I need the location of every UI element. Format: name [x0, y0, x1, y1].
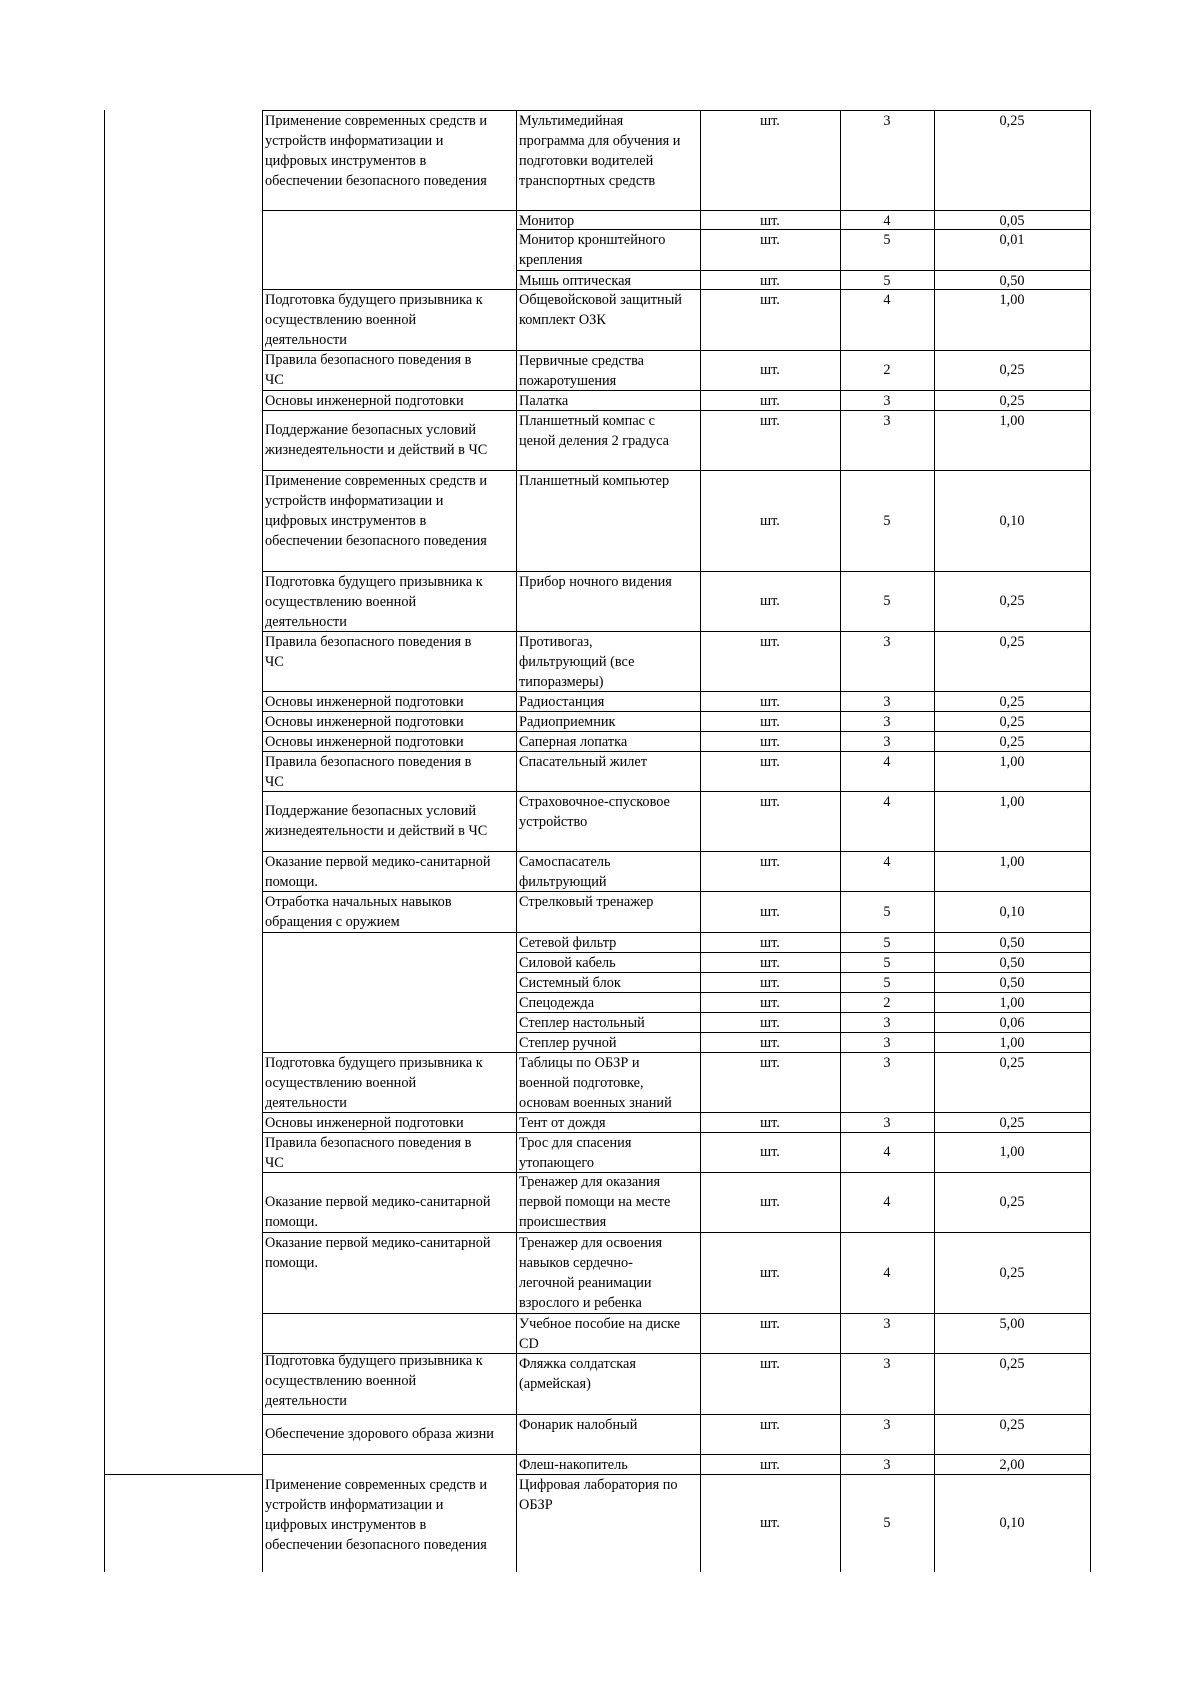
item-name: Планшетный компьютер [519, 473, 670, 489]
coefficient-cell: 0,25 [999, 393, 1025, 409]
table-rule [104, 110, 105, 1572]
topic-text: Отработка начальных навыков [265, 894, 452, 910]
item-name: транспортных средств [519, 173, 656, 189]
coefficient-cell: 0,06 [999, 1015, 1025, 1031]
unit-cell: шт. [760, 975, 780, 991]
quantity-cell: 3 [883, 1115, 891, 1131]
item-name: CD [519, 1336, 539, 1352]
quantity-cell: 2 [883, 995, 891, 1011]
topic-text: устройств информатизации и [265, 1497, 444, 1513]
topic-text: деятельности [265, 332, 347, 348]
quantity-cell: 3 [883, 413, 891, 429]
coefficient-cell: 0,10 [999, 512, 1025, 529]
quantity-cell: 5 [883, 955, 891, 971]
quantity-cell: 5 [883, 1515, 891, 1531]
coefficient-cell: 0,25 [999, 593, 1025, 609]
item-name: Фляжка солдатская [519, 1356, 636, 1372]
unit-cell: шт. [760, 1144, 780, 1160]
table-rule [104, 1474, 262, 1475]
topic-text: Поддержание безопасных условий [265, 803, 477, 819]
topic-text: Правила безопасного поведения в [265, 754, 472, 770]
item-name: Цифровая лаборатория по [519, 1477, 678, 1493]
unit-cell: шт. [760, 903, 780, 920]
topic-text: деятельности [265, 614, 347, 630]
quantity-cell: 4 [883, 854, 891, 870]
item-name: ОБЗР [519, 1497, 553, 1513]
topic-text: Основы инженерной подготовки [265, 694, 464, 710]
unit-cell: шт. [760, 413, 780, 429]
coefficient-cell: 5,00 [999, 1316, 1025, 1332]
coefficient-cell: 0,50 [999, 273, 1025, 289]
item-name: Мультимедийная [519, 113, 624, 129]
coefficient-cell: 2,00 [999, 1457, 1025, 1473]
unit-cell: шт. [760, 232, 780, 248]
quantity-cell: 5 [883, 935, 891, 951]
item-name: Фонарик налобный [519, 1417, 638, 1433]
unit-cell: шт. [760, 113, 780, 129]
item-name: Стрелковый тренажер [519, 894, 654, 910]
coefficient-cell: 0,25 [999, 113, 1025, 129]
item-name: Спасательный жилет [519, 754, 648, 770]
topic-text: Основы инженерной подготовки [265, 714, 464, 730]
quantity-cell: 5 [883, 593, 891, 609]
quantity-cell: 4 [883, 1194, 891, 1210]
unit-cell: шт. [760, 1457, 780, 1473]
topic-text: Поддержание безопасных условий [265, 422, 477, 438]
item-name: Степлер ручной [519, 1035, 617, 1051]
coefficient-cell: 0,10 [999, 1515, 1025, 1531]
coefficient-cell: 0,50 [999, 935, 1025, 951]
coefficient-cell: 0,25 [999, 1115, 1025, 1131]
topic-text: цифровых инструментов в [265, 513, 427, 529]
quantity-cell: 3 [883, 1035, 891, 1051]
quantity-cell: 3 [883, 634, 891, 650]
item-name: Сетевой фильтр [519, 935, 617, 951]
topic-text: ЧС [265, 774, 284, 790]
unit-cell: шт. [760, 1264, 780, 1281]
item-name: Первичные средства [519, 353, 645, 369]
topic-text: жизнедеятельности и действий в ЧС [265, 823, 488, 839]
quantity-cell: 3 [883, 714, 891, 730]
coefficient-cell: 0,25 [999, 714, 1025, 730]
coefficient-cell: 0,25 [999, 734, 1025, 750]
item-name: ценой деления 2 градуса [519, 433, 669, 449]
topic-text: ЧС [265, 1155, 284, 1171]
topic-text: Подготовка будущего призывника к [265, 1055, 483, 1071]
item-name: утопающего [519, 1155, 595, 1171]
unit-cell: шт. [760, 1356, 780, 1372]
topic-text: Основы инженерной подготовки [265, 734, 464, 750]
item-name: типоразмеры) [519, 674, 604, 690]
quantity-cell: 3 [883, 694, 891, 710]
quantity-cell: 2 [883, 362, 891, 378]
quantity-cell: 5 [883, 903, 891, 920]
item-name: основам военных знаний [519, 1095, 672, 1111]
unit-cell: шт. [760, 292, 780, 308]
unit-cell: шт. [760, 512, 780, 529]
topic-text: Основы инженерной подготовки [265, 393, 464, 409]
unit-cell: шт. [760, 362, 780, 378]
coefficient-cell: 0,25 [999, 634, 1025, 650]
item-name: Саперная лопатка [519, 734, 628, 750]
topic-text: Правила безопасного поведения в [265, 1135, 472, 1151]
item-name: Радиостанция [519, 694, 605, 710]
unit-cell: шт. [760, 714, 780, 730]
unit-cell: шт. [760, 393, 780, 409]
item-name: программа для обучения и [519, 133, 681, 149]
topic-text: Подготовка будущего призывника к [265, 574, 483, 590]
topic-text: осуществлению военной [265, 594, 417, 610]
quantity-cell: 4 [883, 292, 891, 308]
topic-text: цифровых инструментов в [265, 1517, 427, 1533]
unit-cell: шт. [760, 213, 780, 229]
quantity-cell: 5 [883, 273, 891, 289]
unit-cell: шт. [760, 754, 780, 770]
quantity-cell: 3 [883, 1015, 891, 1031]
coefficient-cell: 1,00 [999, 292, 1025, 308]
item-name: легочной реанимации [519, 1275, 652, 1291]
topic-text: помощи. [265, 1255, 318, 1271]
topic-text: Подготовка будущего призывника к [265, 292, 483, 308]
topic-text: Правила безопасного поведения в [265, 634, 472, 650]
topic-text: обеспечении безопасного поведения [265, 173, 487, 189]
unit-cell: шт. [760, 1015, 780, 1031]
unit-cell: шт. [760, 854, 780, 870]
item-name: Прибор ночного видения [519, 574, 672, 590]
topic-text: цифровых инструментов в [265, 153, 427, 169]
item-name: (армейская) [519, 1376, 591, 1392]
item-name: Силовой кабель [519, 955, 616, 971]
coefficient-cell: 0,25 [999, 694, 1025, 710]
item-name: Страховочное-спусковое [519, 794, 670, 810]
coefficient-cell: 0,25 [999, 362, 1025, 378]
coefficient-cell: 1,00 [999, 1035, 1025, 1051]
item-name: фильтрующий (все [519, 654, 635, 670]
topic-text: обеспечении безопасного поведения [265, 1537, 487, 1553]
quantity-cell: 3 [883, 1356, 891, 1372]
coefficient-cell: 1,00 [999, 413, 1025, 429]
item-name: Общевойсковой защитный [519, 292, 682, 308]
quantity-cell: 4 [883, 794, 891, 810]
quantity-cell: 5 [883, 232, 891, 248]
coefficient-cell: 0,25 [999, 1356, 1025, 1372]
table-rule [262, 1172, 1091, 1173]
quantity-cell: 3 [883, 734, 891, 750]
quantity-cell: 3 [883, 113, 891, 129]
item-name: военной подготовке, [519, 1075, 644, 1091]
item-name: Противогаз, [519, 634, 593, 650]
topic-text: Обеспечение здорового образа жизни [265, 1426, 494, 1442]
topic-text: обеспечении безопасного поведения [265, 533, 487, 549]
quantity-cell: 3 [883, 1417, 891, 1433]
item-name: Степлер настольный [519, 1015, 645, 1031]
coefficient-cell: 1,00 [999, 754, 1025, 770]
unit-cell: шт. [760, 694, 780, 710]
coefficient-cell: 0,25 [999, 1264, 1025, 1281]
item-name: Флеш-накопитель [519, 1457, 628, 1473]
coefficient-cell: 0,05 [999, 213, 1025, 229]
item-name: Тент от дождя [519, 1115, 606, 1131]
item-name: Системный блок [519, 975, 621, 991]
unit-cell: шт. [760, 593, 780, 609]
topic-text: осуществлению военной [265, 1075, 417, 1091]
unit-cell: шт. [760, 1417, 780, 1433]
quantity-cell: 4 [883, 1264, 891, 1281]
item-name: навыков сердечно- [519, 1255, 633, 1271]
topic-text: деятельности [265, 1393, 347, 1409]
topic-text: устройств информатизации и [265, 493, 444, 509]
topic-text: ЧС [265, 372, 284, 388]
topic-text: Подготовка будущего призывника к [265, 1353, 483, 1369]
quantity-cell: 4 [883, 754, 891, 770]
item-name: Планшетный компас с [519, 413, 655, 429]
item-name: пожаротушения [519, 373, 617, 389]
coefficient-cell: 1,00 [999, 854, 1025, 870]
item-name: первой помощи на месте [519, 1194, 671, 1210]
topic-text: Оказание первой медико-санитарной [265, 1235, 491, 1251]
coefficient-cell: 1,00 [999, 995, 1025, 1011]
topic-text: Основы инженерной подготовки [265, 1115, 464, 1131]
unit-cell: шт. [760, 634, 780, 650]
item-name: Спецодежда [519, 995, 595, 1011]
item-name: Учебное пособие на диске [519, 1316, 681, 1332]
topic-text: помощи. [265, 1214, 318, 1230]
item-name: Тренажер для освоения [519, 1235, 663, 1251]
quantity-cell: 3 [883, 1457, 891, 1473]
quantity-cell: 3 [883, 393, 891, 409]
topic-text: деятельности [265, 1095, 347, 1111]
item-name: устройство [519, 814, 588, 830]
topic-text: осуществлению военной [265, 1373, 417, 1389]
coefficient-cell: 1,00 [999, 794, 1025, 810]
quantity-cell: 4 [883, 1144, 891, 1160]
topic-text: Оказание первой медико-санитарной [265, 854, 491, 870]
item-name: взрослого и ребенка [519, 1295, 642, 1311]
coefficient-cell: 0,01 [999, 232, 1025, 248]
coefficient-cell: 0,50 [999, 975, 1025, 991]
unit-cell: шт. [760, 955, 780, 971]
topic-text: Применение современных средств и [265, 473, 487, 489]
item-name: подготовки водителей [519, 153, 654, 169]
item-name: Трос для спасения [519, 1135, 632, 1151]
quantity-cell: 5 [883, 975, 891, 991]
coefficient-cell: 0,25 [999, 1055, 1025, 1071]
topic-text: Правила безопасного поведения в [265, 352, 472, 368]
unit-cell: шт. [760, 1316, 780, 1332]
quantity-cell: 3 [883, 1055, 891, 1071]
item-name: Палатка [519, 393, 569, 409]
quantity-cell: 4 [883, 213, 891, 229]
topic-text: Применение современных средств и [265, 113, 487, 129]
unit-cell: шт. [760, 1055, 780, 1071]
topic-text: обращения с оружием [265, 914, 400, 930]
item-name: Радиоприемник [519, 714, 616, 730]
unit-cell: шт. [760, 273, 780, 289]
unit-cell: шт. [760, 1035, 780, 1051]
coefficient-cell: 1,00 [999, 1144, 1025, 1160]
topic-text: устройств информатизации и [265, 133, 444, 149]
quantity-cell: 3 [883, 1316, 891, 1332]
item-name: Самоспасатель [519, 854, 611, 870]
unit-cell: шт. [760, 1515, 780, 1531]
item-name: Мышь оптическая [519, 273, 632, 289]
topic-text: помощи. [265, 874, 318, 890]
topic-text: ЧС [265, 654, 284, 670]
item-name: Тренажер для оказания [519, 1174, 661, 1190]
topic-text: жизнедеятельности и действий в ЧС [265, 442, 488, 458]
unit-cell: шт. [760, 1194, 780, 1210]
item-name: крепления [519, 252, 583, 268]
coefficient-cell: 0,25 [999, 1194, 1025, 1210]
coefficient-cell: 0,25 [999, 1417, 1025, 1433]
item-name: происшествия [519, 1214, 607, 1230]
unit-cell: шт. [760, 1115, 780, 1131]
item-name: фильтрующий [519, 874, 607, 890]
quantity-cell: 5 [883, 512, 891, 529]
item-name: комплект ОЗК [519, 312, 606, 328]
coefficient-cell: 0,10 [999, 903, 1025, 920]
topic-text: Оказание первой медико-санитарной [265, 1194, 491, 1210]
unit-cell: шт. [760, 935, 780, 951]
unit-cell: шт. [760, 734, 780, 750]
topic-text: осуществлению военной [265, 312, 417, 328]
coefficient-cell: 0,50 [999, 955, 1025, 971]
unit-cell: шт. [760, 995, 780, 1011]
item-name: Таблицы по ОБЗР и [519, 1055, 640, 1071]
unit-cell: шт. [760, 794, 780, 810]
topic-text: Применение современных средств и [265, 1477, 487, 1493]
item-name: Монитор кронштейного [519, 232, 666, 248]
item-name: Монитор [519, 213, 575, 229]
